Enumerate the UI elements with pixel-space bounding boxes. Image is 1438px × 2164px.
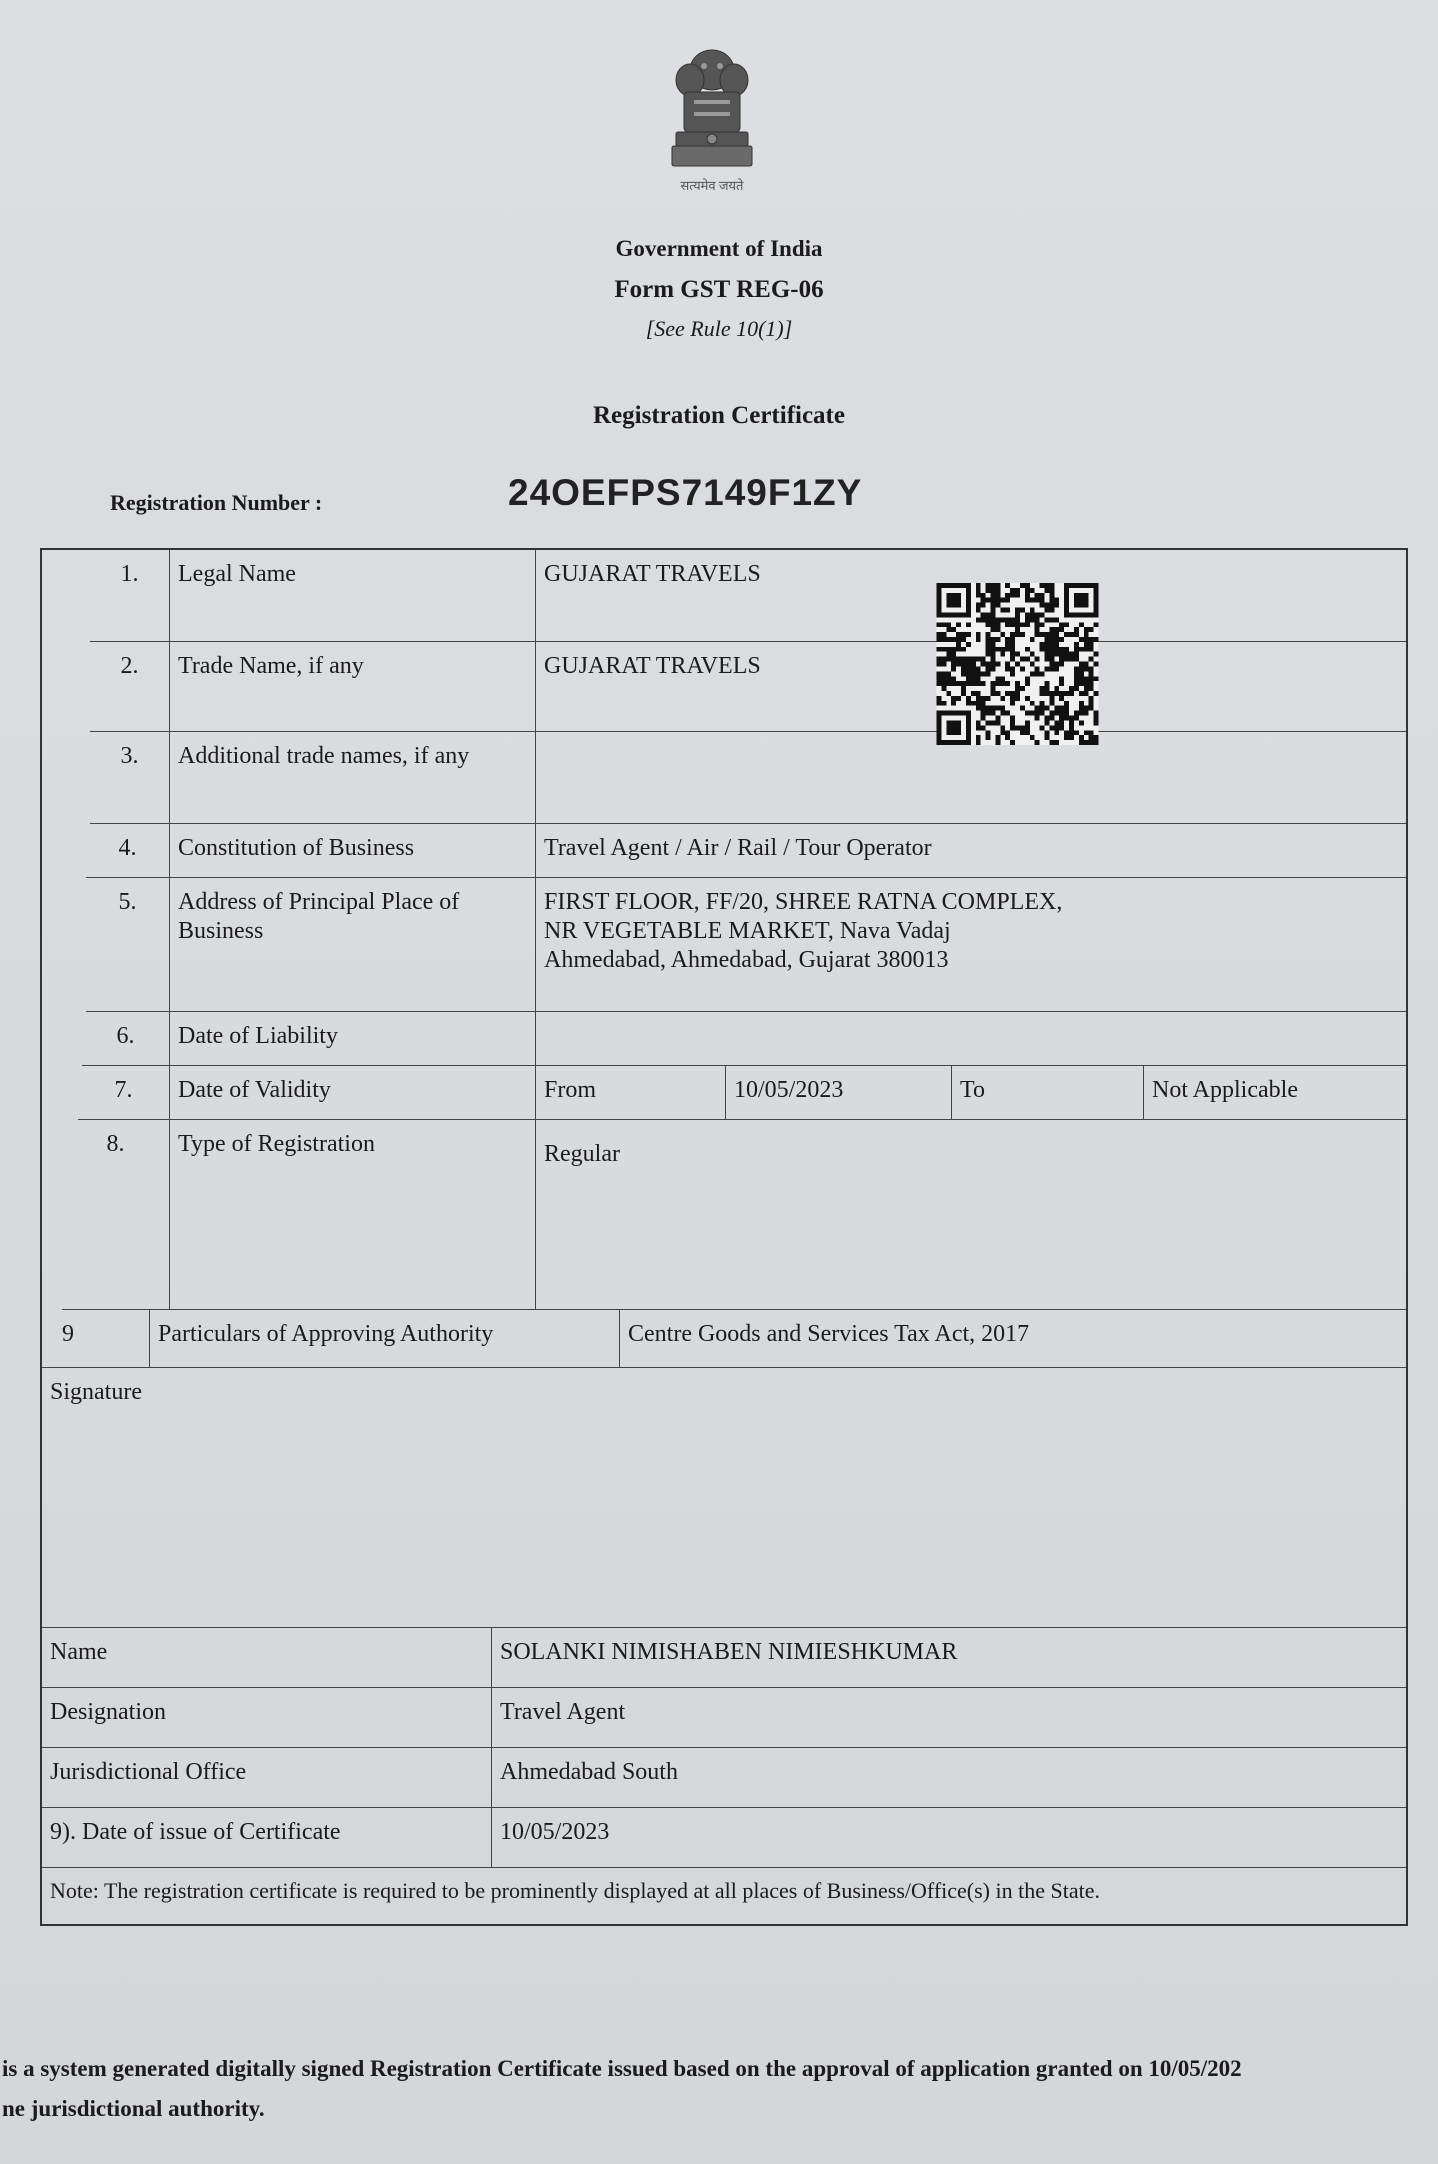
validity-from-value: 10/05/2023 — [726, 1066, 952, 1120]
address-line: Ahmedabad, Ahmedabad, Gujarat 380013 — [544, 946, 949, 973]
authority-label-designation: Designation — [42, 1688, 492, 1748]
registration-number-label: Registration Number : — [110, 490, 323, 515]
field-value-legal-name: GUJARAT TRAVELS — [536, 550, 1406, 642]
row-number: 1. — [90, 550, 170, 642]
authority-label-date-of-issue: 9). Date of issue of Certificate — [42, 1808, 492, 1868]
registration-details-table — [40, 548, 1408, 1926]
row-number: 2. — [90, 642, 170, 732]
field-label-constitution: Constitution of Business — [170, 824, 536, 878]
validity-from-label: From — [536, 1066, 726, 1120]
field-value-date-of-liability — [536, 1012, 1406, 1066]
note-row: Note: The registration certificate is required to be prominently displayed at all places of Business/Office(s) in the State. — [50, 1878, 1100, 1903]
authority-value-name: SOLANKI NIMISHABEN NIMIESHKUMAR — [492, 1628, 1406, 1688]
row-number: 5. — [86, 878, 170, 1012]
rule-reference: [See Rule 10(1)] — [645, 316, 793, 341]
row-number: 9 — [42, 1310, 150, 1368]
field-label-type-of-registration: Type of Registration — [170, 1120, 536, 1310]
signature-label: Signature — [50, 1379, 142, 1405]
row-number: 7. — [78, 1066, 170, 1120]
field-label-approving-authority: Particulars of Approving Authority — [150, 1310, 620, 1368]
address-line: FIRST FLOOR, FF/20, SHREE RATNA COMPLEX, — [544, 889, 1063, 915]
field-label-trade-name: Trade Name, if any — [170, 642, 536, 732]
field-label-date-of-validity: Date of Validity — [170, 1066, 536, 1120]
footer-line-1: is a system generated digitally signed Registration Certificate issued based on the approval of application granted on 10/05/202 — [2, 2056, 1242, 2081]
signature-box — [42, 1368, 1406, 1628]
address-line: NR VEGETABLE MARKET, Nava Vadaj — [544, 917, 951, 944]
field-label-legal-name: Legal Name — [170, 550, 536, 642]
qr-code[interactable] — [935, 583, 1100, 745]
field-value-address — [536, 878, 1406, 1012]
emblem-motto: सत्यमेव जयते — [680, 178, 744, 193]
field-label-address: Address of Principal Place of Business — [170, 878, 536, 1012]
registration-number-value: 24OEFPS7149F1ZY — [508, 472, 863, 513]
validity-to-value: Not Applicable — [1144, 1066, 1406, 1120]
row-number: 8. — [62, 1120, 170, 1310]
field-label-additional-trade-names: Additional trade names, if any — [170, 732, 536, 824]
certificate-title: Registration Certificate — [593, 402, 845, 429]
field-value-constitution: Travel Agent / Air / Rail / Tour Operator — [536, 824, 1406, 878]
national-emblem-icon — [660, 40, 765, 190]
row-number: 4. — [86, 824, 170, 878]
field-label-date-of-liability: Date of Liability — [170, 1012, 536, 1066]
authority-value-designation: Travel Agent — [492, 1688, 1406, 1748]
footer-line-2: ne jurisdictional authority. — [2, 2096, 265, 2121]
authority-label-name: Name — [42, 1628, 492, 1688]
row-number: 3. — [90, 732, 170, 824]
government-heading: Government of India — [615, 236, 823, 261]
field-value-trade-name: GUJARAT TRAVELS — [536, 642, 1406, 732]
authority-value-date-of-issue: 10/05/2023 — [492, 1808, 1406, 1868]
row-number: 6. — [82, 1012, 170, 1066]
authority-value-jurisdictional-office: Ahmedabad South — [492, 1748, 1406, 1808]
form-heading: Form GST REG-06 — [614, 276, 824, 303]
authority-label-jurisdictional-office: Jurisdictional Office — [42, 1748, 492, 1808]
validity-to-label: To — [952, 1066, 1144, 1120]
field-value-additional-trade-names — [536, 732, 1406, 824]
field-value-approving-authority: Centre Goods and Services Tax Act, 2017 — [620, 1310, 1406, 1368]
field-value-type-of-registration: Regular — [536, 1120, 1406, 1310]
